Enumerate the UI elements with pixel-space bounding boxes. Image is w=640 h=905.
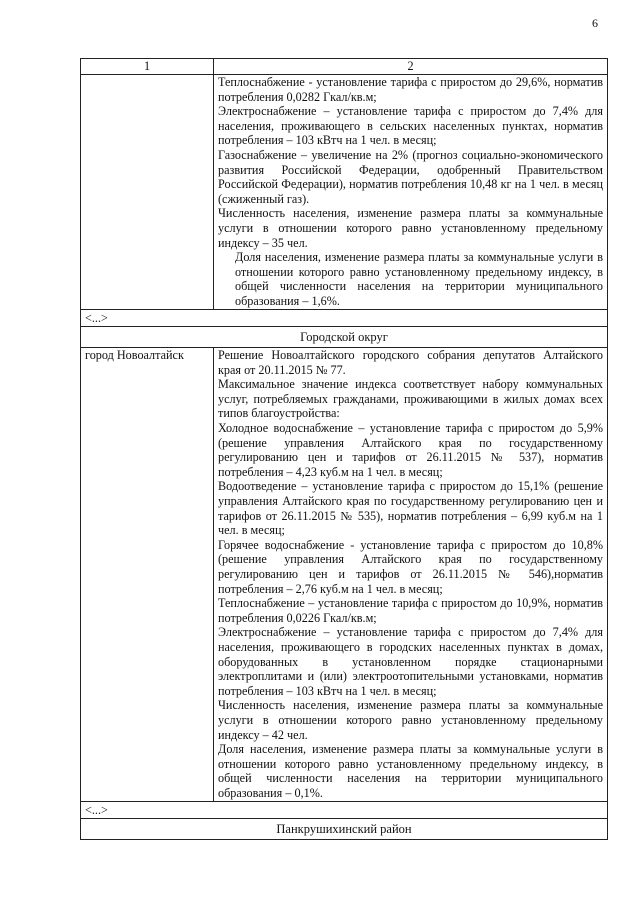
paragraph-population-count: Численность населения, изменение размера платы за коммунальные услуги в отношении которого равно установленному предельному индексу – 35 чел. — [218, 206, 603, 250]
table-row — [81, 75, 608, 310]
description-cell — [214, 348, 608, 801]
description-cell — [214, 75, 608, 310]
column-number-1: 1 — [81, 59, 214, 75]
paragraph-decision: Решение Новоалтайского городского собрания депутатов Алтайского края от 20.11.2015 № 77. — [218, 348, 603, 377]
table-row — [81, 309, 608, 326]
page-number: 6 — [592, 16, 598, 30]
paragraph-electricity: Электроснабжение – установление тарифа с приростом до 7,4% для населения, проживающего в городских населенных пунктах в домах, оборудованных в установленном порядке стационарными электроплитами и (или) электроотопительными установками, норматив потребления – 103 кВтч на 1 чел. в месяц; — [218, 625, 603, 698]
paragraph-population-count: Численность населения, изменение размера платы за коммунальные услуги в отношении которого равно установленному предельному индексу – 42 чел. — [218, 698, 603, 742]
section-header-row — [81, 326, 608, 348]
table-row — [81, 348, 608, 801]
paragraph-gas-supply: Газоснабжение – увеличение на 2% (прогноз социально-экономического развития Российской Федерации, одобренный Правительством Российской Федерации), норматив потребления 10,48 кг на 1 чел. в месяц (сжиженный газ). — [218, 147, 603, 206]
paragraph-heat-supply: Теплоснабжение – установление тарифа с приростом до 10,9%, норматив потребления 0,0226 Гкал/кв.м; — [218, 596, 603, 625]
paragraph-population-share: Доля населения, изменение размера платы за коммунальные услуги в отношении которого равно установленному предельному индексу, в общей численности населения на территории муниципального образования – 0,1%. — [218, 742, 603, 800]
omission-marker: <...> — [81, 801, 608, 818]
paragraph-electricity: Электроснабжение – установление тарифа с приростом до 7,4% для населения, проживающего в сельских населенных пунктах, норматив потребления – 103 кВтч на 1 чел. в месяц; — [218, 104, 603, 148]
table-row — [81, 801, 608, 818]
omission-marker: <...> — [81, 309, 608, 326]
paragraph-drainage: Водоотведение – установление тарифа с приростом до 15,1% (решение управления Алтайского края по государственному регулированию цен и тарифов от 26.11.2015 № 535), норматив потребления – 6,99 куб.м на 1 чел. в месяц; — [218, 479, 603, 538]
tariff-table — [80, 58, 608, 840]
paragraph-max-index: Максимальное значение индекса соответствует набору коммунальных услуг, потребляемых гражданами, проживающими в жилых домах всех типов благоустройства: — [218, 377, 603, 421]
column-number-row — [81, 59, 608, 75]
paragraph-population-share: Доля населения, изменение размера платы за коммунальные услуги в отношении которого равно установленному предельному индексу, в общей численности населения на территории муниципального образования – 1,6%. — [235, 250, 603, 308]
section-header-row — [81, 818, 608, 840]
column-number-2: 2 — [214, 59, 608, 75]
paragraph-cold-water: Холодное водоснабжение – установление тарифа с приростом до 5,9% (решение управления Алтайского края по государственному регулированию цен и тарифов от 26.11.2015 № 537), норматив потребления – 4,23 куб.м на 1 чел. в месяц; — [218, 421, 603, 479]
municipality-name: город Новоалтайск — [81, 348, 214, 801]
section-title-pankrushikhinsky: Панкрушихинский район — [81, 818, 608, 840]
empty-cell — [81, 75, 214, 310]
section-title-urban-district: Городской округ — [81, 326, 608, 348]
paragraph-hot-water: Горячее водоснабжение - установление тарифа с приростом до 10,8% (решение управления Алтайского края по государственному регулированию цен и тарифов от 26.11.2015 № 546),норматив потребления – 2,76 куб.м на 1 чел. в месяц; — [218, 537, 603, 596]
paragraph-heat-supply: Теплоснабжение - установление тарифа с приростом до 29,6%, норматив потребления 0,0282 Гкал/кв.м; — [218, 75, 603, 104]
